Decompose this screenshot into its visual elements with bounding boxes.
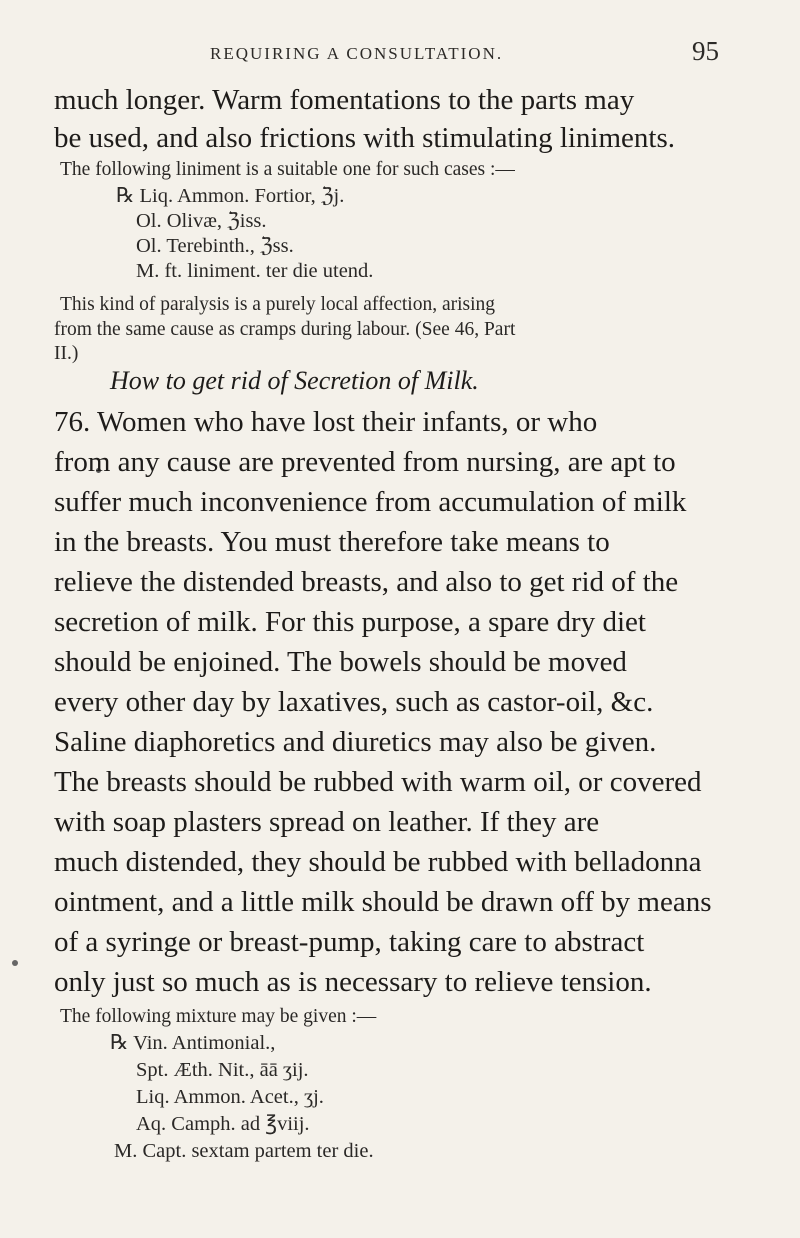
para2-line-3: suffer much inconvenience from accumulation of milk (54, 486, 687, 518)
para2-line-14: of a syringe or breast-pump, taking care to abstract (54, 926, 645, 958)
para1-line-2: be used, and also frictions with stimulating liniments. (54, 122, 676, 154)
para2-line-9: Saline diaphoretics and diuretics may also be given. (54, 726, 657, 758)
recipe1-line-1: ℞ Liq. Ammon. Fortior, ℨj. (116, 185, 345, 207)
para2-line-6: secretion of milk. For this purpose, a spare dry diet (54, 606, 646, 638)
section-heading: How to get rid of Secretion of Milk. (110, 366, 479, 395)
note-line-1: This kind of paralysis is a purely local affection, arising (60, 294, 496, 315)
recipe2-line-2: Spt. Æth. Nit., āā ʒij. (136, 1059, 309, 1081)
recipe1-line-4: M. ft. liniment. ter die utend. (136, 260, 374, 282)
para2-line-15: only just so much as is necessary to relieve tension. (54, 966, 652, 998)
para2-line-11: with soap plasters spread on leather. If they are (54, 806, 600, 838)
recipe1-line-2: Ol. Olivæ, ℨiss. (136, 210, 267, 232)
running-title: REQUIRING A CONSULTATION. (210, 44, 504, 63)
page-number: 95 (692, 36, 719, 66)
mixture-intro: The following mixture may be given :— (60, 1006, 377, 1027)
para2-line-1: 76. Women who have lost their infants, or who (54, 406, 598, 438)
para2-line-2: from any cause are prevented from nursing, are apt to (54, 446, 676, 478)
recipe2-line-1: ℞ Vin. Antimonial., (110, 1032, 276, 1054)
para2-line-4: in the breasts. You must therefore take means to (54, 526, 610, 558)
para2-line-12: much distended, they should be rubbed with belladonna (54, 846, 702, 878)
para2-line-10: The breasts should be rubbed with warm oil, or covered (54, 766, 702, 798)
recipe2-line-5: M. Capt. sextam partem ter die. (114, 1140, 374, 1162)
liniment-intro: The following liniment is a suitable one for such cases :— (60, 159, 515, 180)
para1-line-1: much longer. Warm fomentations to the parts may (54, 84, 635, 116)
para2-line-8: every other day by laxatives, such as castor-oil, &c. (54, 686, 654, 718)
para2-line-5: relieve the distended breasts, and also to get rid of the (54, 566, 679, 598)
recipe2-line-4: Aq. Camph. ad ℥viij. (136, 1113, 310, 1135)
para2-line-7: should be enjoined. The bowels should be moved (54, 646, 627, 678)
para2-line-13: ointment, and a little milk should be drawn off by means (54, 886, 712, 918)
stray-mark-margin (12, 960, 18, 966)
note-line-2: from the same cause as cramps during labour. (See 46, Part (54, 319, 516, 340)
note-line-3: II.) (54, 343, 79, 364)
recipe2-line-3: Liq. Ammon. Acet., ʒj. (136, 1086, 324, 1108)
recipe1-line-3: Ol. Terebinth., ℨss. (136, 235, 294, 257)
